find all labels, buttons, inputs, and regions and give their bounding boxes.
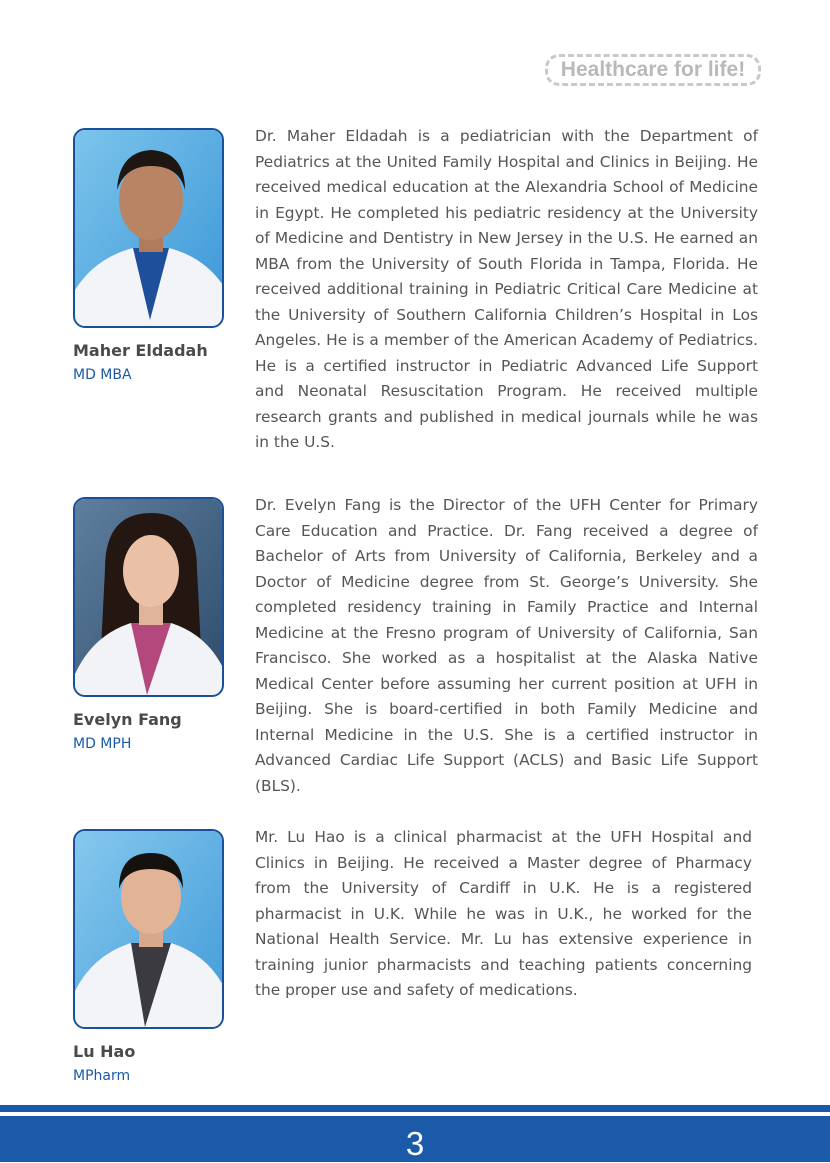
doctor-degree: MD MBA (73, 367, 132, 383)
page-number: 3 (405, 1125, 425, 1162)
tagline-badge (545, 54, 761, 86)
doctor-photo-evelyn-fang (73, 497, 224, 697)
doctor-name: Lu Hao (73, 1042, 136, 1061)
doctor-degree: MPharm (73, 1068, 131, 1084)
doctor-bio: Mr. Lu Hao is a clinical pharmacist at the UFH Hospital and Clinics in Beijing. He received a Master degree of Pharmacy from the University of Cardiff in U.K. He is a registered pharmacist in U.K. While he was in U.K., he worked for the National Health Service. Mr. Lu has extensive experience in training junior pharmacists and teaching patients concerning the proper use and safety of medications. (255, 828, 752, 999)
tagline-text: Healthcare for life! (560, 58, 746, 81)
doctor-bio: Dr. Evelyn Fang is the Director of the UFH Center for Primary Care Education and Practice. Dr. Fang received a degree of Bachelor of Arts from University of California, Berkeley and a Doctor of Medicine degree from St. George’s University. She completed residency training in Family Practice and Internal Medicine at the Fresno program of University of California, San Francisco. She worked as a hospitalist at the Alaska Native Medical Center before assuming her current position at UFH in Beijing. She is board-certified in both Family Medicine and Internal Medicine in the U.S. She is a certified instructor in Advanced Cardiac Life Support (ACLS) and Basic Life Support (BLS). (255, 496, 758, 795)
doctor-degree: MD MPH (73, 736, 132, 752)
doctor-bio: Dr. Maher Eldadah is a pediatrician with the Department of Pediatrics at the United Family Hospital and Clinics in Beijing. He received medical education at the Alexandria School of Medicine in Egypt. He completed his pediatric residency at the University of Medicine and Dentistry in New Jersey in the U.S. He earned an MBA from the University of South Florida in Tampa, Florida. He received additional training in Pediatric Critical Care Medicine at the University of Southern California Children’s Hospital in Los Angeles. He is a member of the American Academy of Pediatrics. He is a certified instructor in Pediatric Advanced Life Support and Neonatal Resuscitation Program. He received multiple research grants and published in medical journals while he was in the U.S. (255, 127, 758, 451)
doctor-photo-maher-eldadah (73, 128, 224, 328)
footer-band (0, 1116, 830, 1162)
doctor-name: Maher Eldadah (73, 341, 208, 360)
doctor-photo-lu-hao (73, 829, 224, 1029)
footer-divider (0, 1105, 830, 1112)
doctor-name: Evelyn Fang (73, 710, 182, 729)
